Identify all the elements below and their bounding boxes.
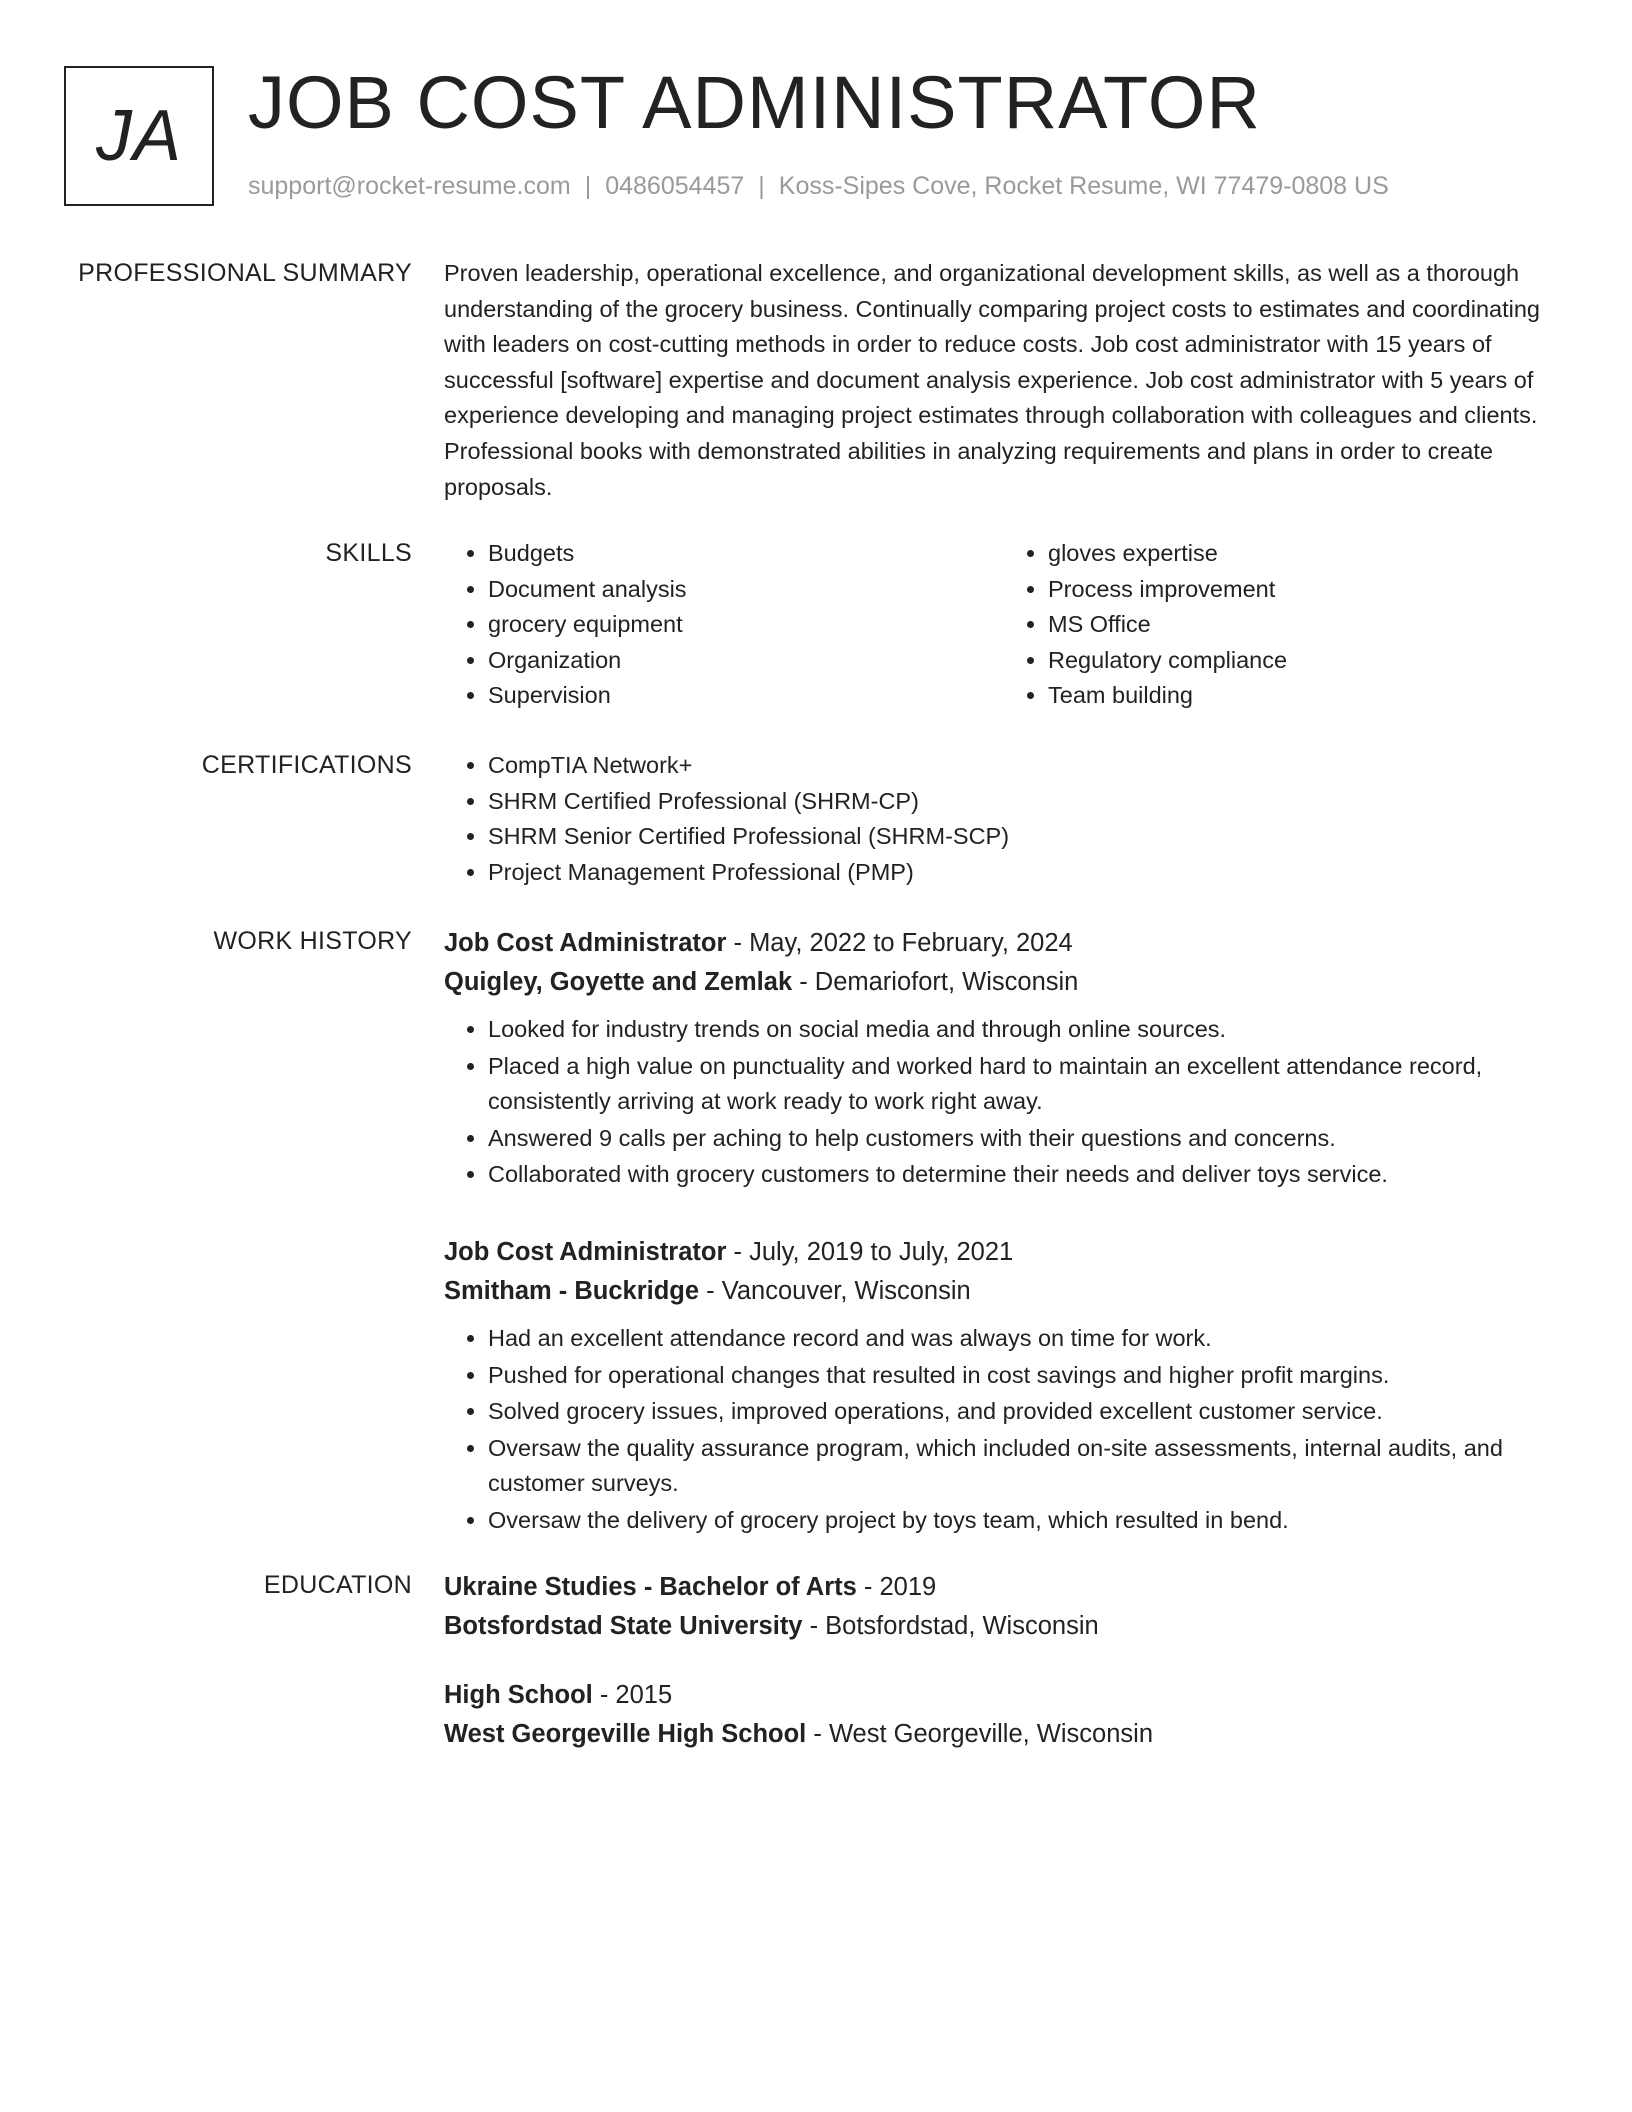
contact-separator: | [584,172,592,200]
job-bullet: • Looked for industry trends on social media and through online sources. [488,1012,1564,1048]
job-dates: - July, 2019 to July, 2021 [726,1237,1014,1266]
job-bullet: • Had an excellent attendance record and was always on time for work. [488,1321,1564,1357]
job-bullet: • Solved grocery issues, improved operations, and provided excellent customer service. [488,1394,1564,1430]
job-entry [444,924,1564,1193]
section-label-education: EDUCATION [263,1571,412,1599]
job-bullets [444,1321,1564,1539]
skills-list-right [1004,536,1564,714]
job-title: Job Cost Administrator [444,1237,727,1266]
certifications-section [0,748,1632,890]
skill-item: • MS Office [1048,607,1564,643]
skill-item: • Regulatory compliance [1048,643,1564,679]
skill-item: • Organization [488,643,1004,679]
job-location: - Demariofort, Wisconsin [792,968,1079,996]
section-label-certifications: CERTIFICATIONS [201,751,412,779]
job-company: Quigley, Goyette and Zemlak [444,968,793,996]
contact-separator: | [758,172,765,200]
job-bullet: • Answered 9 calls per aching to help customers with their questions and concerns. [488,1121,1564,1157]
certification-item: • SHRM Certified Professional (SHRM-CP) [488,784,1564,820]
skill-item: • gloves expertise [1048,536,1564,572]
job-title-line [444,924,1564,963]
section-label-skills: SKILLS [325,539,412,567]
page-title: JOB COST ADMINISTRATOR [248,61,1261,144]
skill-item: • grocery equipment [488,607,1004,643]
work-history-section [0,924,1632,1579]
job-entry [444,1233,1564,1539]
job-bullets [444,1012,1564,1193]
job-title: Job Cost Administrator [444,929,727,957]
education-year: - 2019 [856,1573,937,1601]
education-degree: High School [444,1681,593,1709]
summary-section [0,256,1632,505]
certification-item: • SHRM Senior Certified Professional (SHRM-SCP) [488,819,1564,855]
section-label-work-history: WORK HISTORY [213,927,412,955]
job-bullet: • Collaborated with grocery customers to determine their needs and deliver toys service. [488,1157,1564,1193]
education-location: - Botsfordstad, Wisconsin [802,1612,1099,1640]
skills-list-left [444,536,1004,714]
education-school: Botsfordstad State University [444,1612,803,1640]
education-location: - West Georgeville, Wisconsin [806,1720,1153,1748]
education-entry [444,1676,1564,1754]
contact-address: Koss-Sipes Cove, Rocket Resume, WI 77479-0808 US [778,172,1389,200]
education-degree-line [444,1676,1564,1715]
skill-item: • Process improvement [1048,572,1564,608]
certification-item: • CompTIA Network+ [488,748,1564,784]
certifications-list [444,748,1564,890]
job-company: Smitham - Buckridge [444,1276,700,1305]
job-title-line [444,1233,1564,1272]
skill-item: • Budgets [488,536,1004,572]
education-degree: Ukraine Studies - Bachelor of Arts [444,1573,857,1601]
job-bullet: • Oversaw the quality assurance program, which included on-site assessments, internal audits, and customer surveys. [488,1431,1564,1502]
education-school-line [444,1715,1564,1754]
certification-item: • Project Management Professional (PMP) [488,855,1564,891]
job-location: - Vancouver, Wisconsin [699,1276,971,1305]
section-label-summary: PROFESSIONAL SUMMARY [78,259,412,287]
education-year: - 2015 [592,1681,673,1709]
job-dates: - May, 2022 to February, 2024 [726,929,1073,957]
job-bullet: • Placed a high value on punctuality and worked hard to maintain an excellent attendance record, consistently arriving at work ready to work right away. [488,1049,1564,1120]
contact-email[interactable]: support@rocket-resume.com [248,172,571,200]
skill-item: • Document analysis [488,572,1004,608]
education-entry [444,1568,1564,1646]
education-degree-line [444,1568,1564,1607]
contact-phone[interactable]: 0486054457 [605,172,745,200]
job-company-line [444,1272,1564,1311]
summary-text: Proven leadership, operational excellence, and organizational development skills, as well as a thorough understanding of the grocery business. Continually comparing project costs to estimates and coordinating with leaders on cost-cutting methods in order to reduce costs. Job cost administrator with 15 years of successful [software] expertise and document analysis experience. Job cost administrator with 5 years of experience developing and managing project estimates through collaboration with colleagues and clients. Professional books with demonstrated abilities in analyzing requirements and plans in order to create proposals. [444,260,1540,500]
contact-line [248,172,1389,201]
education-school-line [444,1607,1564,1646]
monogram-badge: JA [64,66,214,206]
job-company-line [444,963,1564,1002]
education-section [0,1568,1632,1794]
skill-item: • Supervision [488,678,1004,714]
job-bullet: • Oversaw the delivery of grocery project by toys team, which resulted in bend. [488,1503,1564,1539]
skills-section [0,536,1632,714]
job-bullet: • Pushed for operational changes that resulted in cost savings and higher profit margins. [488,1358,1564,1394]
education-school: West Georgeville High School [444,1720,807,1748]
skill-item: • Team building [1048,678,1564,714]
